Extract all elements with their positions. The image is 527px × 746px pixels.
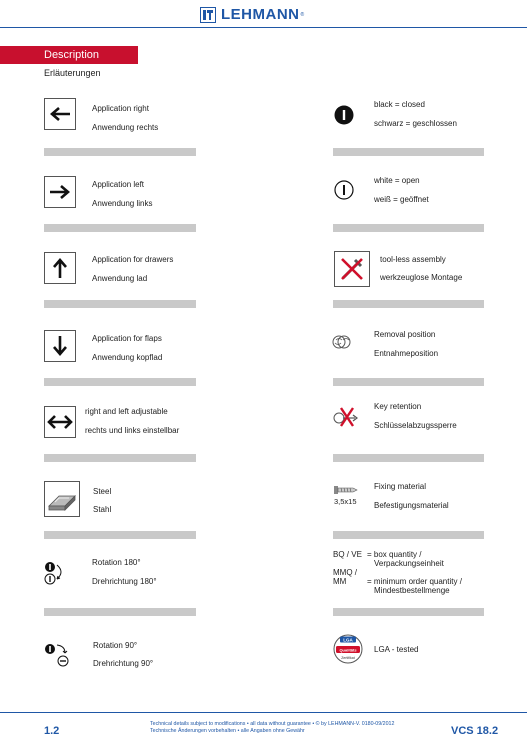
steel-profile-icon: [44, 481, 80, 517]
right-item-6-line2: Befestigungsmaterial: [374, 501, 449, 510]
right-item-3-line1: tool-less assembly: [380, 255, 446, 264]
brand-registered: ®: [300, 11, 305, 18]
separator: [333, 454, 484, 462]
separator: [44, 148, 196, 156]
separator: [44, 608, 196, 616]
footer-line: [0, 712, 527, 713]
brand-logo: [200, 6, 304, 23]
footer-note: [150, 721, 420, 735]
rotation-90-icon: [44, 641, 70, 667]
bq-german: Verpackungseinheit: [374, 559, 444, 568]
section-subtitle: Erläuterungen: [44, 68, 101, 78]
left-item-8-line1: Rotation 90°: [93, 641, 138, 650]
lga-seal-icon: [333, 634, 363, 664]
separator: [333, 148, 484, 156]
tool-less-icon: [334, 251, 370, 287]
left-item-5-line2: rechts und links einstellbar: [85, 426, 180, 435]
right-item-3-line2: werkzeuglose Montage: [380, 273, 463, 282]
right-item-2-line2: weiß = geöffnet: [374, 195, 429, 204]
left-item-3-line2: Anwendung lad: [92, 274, 148, 283]
screw-size: 3,5x15: [334, 497, 357, 506]
lga-badge-top: LGA: [343, 637, 353, 643]
arrow-right-icon: [44, 176, 76, 208]
right-item-5-line2: Schlüsselabzugssperre: [374, 421, 457, 430]
right-item-6-line1: Fixing material: [374, 482, 427, 491]
footer-note-line2: Technische Änderungen vorbehalten • alle Angaben ohne Gewähr: [150, 728, 305, 734]
brand-name: LEHMANN: [221, 6, 300, 23]
arrow-left-icon: [44, 98, 76, 130]
page-number: 1.2: [44, 725, 60, 737]
open-icon: [334, 180, 354, 200]
rotation-180-icon: [44, 560, 68, 586]
right-item-4-line1: Removal position: [374, 330, 436, 339]
lga-badge-bottom: Zertifikat: [341, 656, 355, 660]
bq-label: BQ / VE: [333, 550, 362, 559]
separator: [333, 378, 484, 386]
separator: [333, 300, 484, 308]
left-item-3-line1: Application for drawers: [92, 255, 174, 264]
right-item-1-line2: schwarz = geschlossen: [374, 119, 457, 128]
left-item-1-line1: Application right: [92, 104, 149, 113]
left-item-4-line1: Application for flaps: [92, 334, 162, 343]
left-item-2-line2: Anwendung links: [92, 199, 153, 208]
mmq-definition: = minimum order quantity /: [367, 577, 462, 586]
mmq-german: Mindestbestellmenge: [374, 586, 450, 595]
separator: [44, 454, 196, 462]
bq-definition: = box quantity /: [367, 550, 422, 559]
left-item-1-line2: Anwendung rechts: [92, 123, 159, 132]
lga-badge-mid: Qualitäts: [339, 647, 357, 653]
separator: [44, 378, 196, 386]
product-code: VCS 18.2: [451, 725, 499, 737]
footer-note-line1: Technical details subject to modifications • all data without guarantee • © by LEHMANN-V. 0180-09/2012: [150, 721, 395, 727]
closed-icon: [334, 105, 354, 125]
screw-icon: [333, 484, 359, 496]
left-item-4-line2: Anwendung kopflad: [92, 353, 163, 362]
left-item-5-line1: right and left adjustable: [85, 407, 168, 416]
right-item-1-line1: black = closed: [374, 100, 425, 109]
separator: [44, 224, 196, 232]
mmq-label-2: MM: [333, 577, 347, 586]
double-arrow-icon: [44, 406, 76, 438]
left-item-6-line1: Steel: [93, 487, 112, 496]
lehmann-logo-icon: [200, 7, 216, 23]
key-retention-icon: [331, 404, 361, 430]
separator: [333, 224, 484, 232]
right-item-4-line2: Entnahmeposition: [374, 349, 439, 358]
left-item-7-line1: Rotation 180°: [92, 558, 141, 567]
separator: [333, 531, 484, 539]
separator: [333, 608, 484, 616]
separator: [44, 531, 196, 539]
left-item-6-line2: Stahl: [93, 505, 112, 514]
lga-label: LGA - tested: [374, 645, 419, 654]
arrow-down-icon: [44, 330, 76, 362]
left-item-8-line2: Drehrichtung 90°: [93, 659, 154, 668]
right-item-2-line1: white = open: [374, 176, 420, 185]
header-line: [0, 27, 527, 28]
mmq-label-1: MMQ /: [333, 568, 357, 577]
removal-position-icon: [331, 334, 353, 350]
section-title: Description: [0, 46, 138, 64]
left-item-2-line1: Application left: [92, 180, 145, 189]
left-item-7-line2: Drehrichtung 180°: [92, 577, 157, 586]
arrow-up-icon: [44, 252, 76, 284]
right-item-5-line1: Key retention: [374, 402, 422, 411]
separator: [44, 300, 196, 308]
